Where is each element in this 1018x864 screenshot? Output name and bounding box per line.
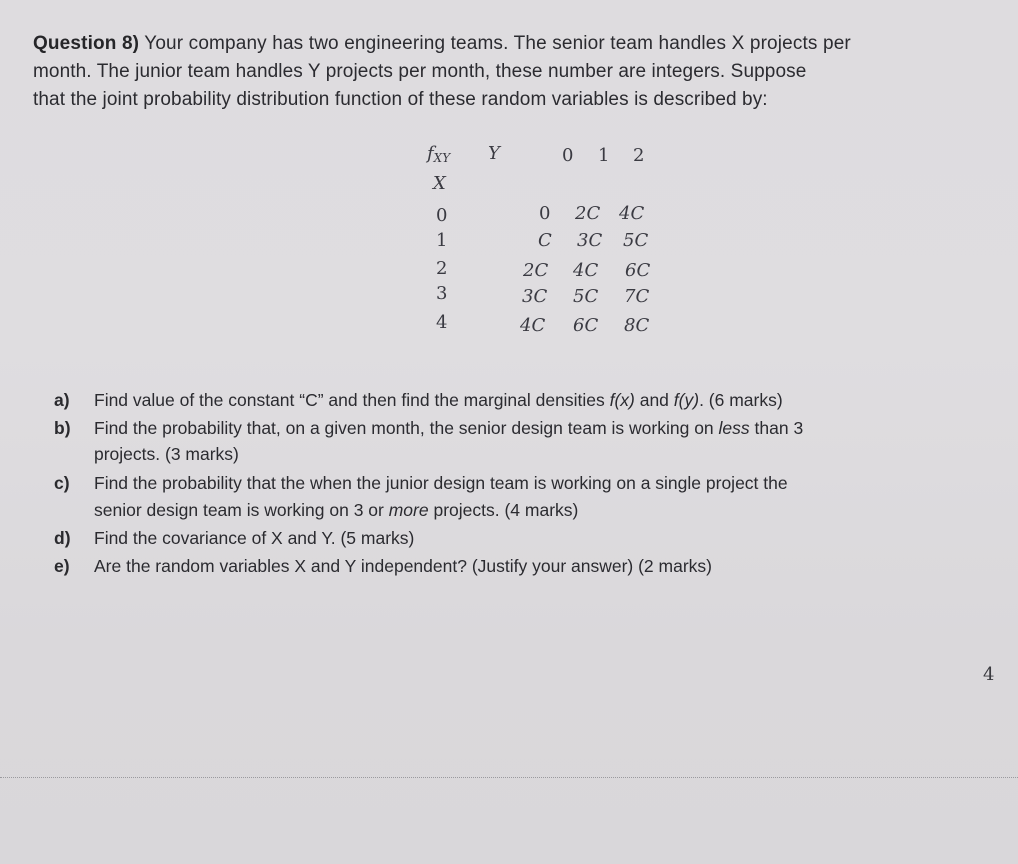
table-cell: 0 bbox=[539, 203, 551, 224]
row-header-1: 1 bbox=[436, 230, 448, 251]
table-cell: 4C bbox=[619, 203, 645, 224]
page-divider-rule bbox=[0, 777, 1018, 778]
col-header-2: 2 bbox=[633, 145, 645, 166]
intro-line-2: month. The junior team handles Y projects per month, these number are integers. Suppose bbox=[33, 61, 807, 82]
table-row-var: X bbox=[433, 173, 446, 194]
part-c-letter: c) bbox=[54, 473, 70, 493]
table-cell: 3C bbox=[577, 230, 603, 251]
table-cell: 3C bbox=[522, 286, 548, 307]
row-header-4: 4 bbox=[436, 312, 448, 333]
part-b-letter: b) bbox=[54, 418, 71, 438]
table-cell: 6C bbox=[625, 260, 651, 281]
col-header-0: 0 bbox=[562, 145, 574, 166]
question-intro bbox=[33, 30, 993, 114]
col-header-1: 1 bbox=[598, 145, 610, 166]
table-cell: 4C bbox=[520, 315, 546, 336]
table-cell: 4C bbox=[573, 260, 599, 281]
table-cell: C bbox=[538, 230, 552, 251]
intro-line-1: Question 8) Your company has two engineering teams. The senior team handles X projects per bbox=[33, 33, 851, 54]
part-e-letter: e) bbox=[54, 556, 70, 576]
part-d-letter: d) bbox=[54, 528, 71, 548]
part-a-letter: a) bbox=[54, 390, 70, 410]
table-cell: 6C bbox=[573, 315, 599, 336]
table-corner-fxy: $f_{XY}$ bbox=[427, 143, 451, 165]
table-cell: 2C bbox=[575, 203, 601, 224]
row-header-0: 0 bbox=[436, 205, 448, 226]
page-number: 4 bbox=[983, 664, 995, 685]
row-header-3: 3 bbox=[436, 283, 448, 304]
intro-line-3: that the joint probability distribution function of these random variables is described by: bbox=[33, 89, 768, 110]
document-page: Question 8) Your company has two engineering teams. The senior team handles X projects per month. The junior team handles Y projects per month, these number are integers. Suppose that the joint probability distribution function of these random variables is described by: $f_{XY}$ Y 0 1 2 X 0 1 2 3 4 0 2C 4C C 3C 5C 2C 4C 6C 3C 5C 7C 4C 6C 8C a) Find value of the constant “C” and then find the marginal densities f(x) and f(y). (6 marks) b) Find the probability that, on a given month, the senior design team is working on less than 3 projects. (3 marks) c) Find the probability that the when the junior design team is working on a single project the senior design team is working on 3 or more projects. (4 marks) d) Find the covariance of X and Y. (5 marks) e) Are the random variables X and Y independent? (Justify your answer) (2 marks) 4 bbox=[0, 0, 1018, 864]
table-col-var: Y bbox=[488, 143, 500, 164]
row-header-2: 2 bbox=[436, 258, 448, 279]
table-cell: 5C bbox=[573, 286, 599, 307]
table-cell: 2C bbox=[523, 260, 549, 281]
table-cell: 8C bbox=[624, 315, 650, 336]
table-cell: 7C bbox=[624, 286, 650, 307]
table-cell: 5C bbox=[623, 230, 649, 251]
question-label: Question 8) bbox=[33, 33, 140, 54]
